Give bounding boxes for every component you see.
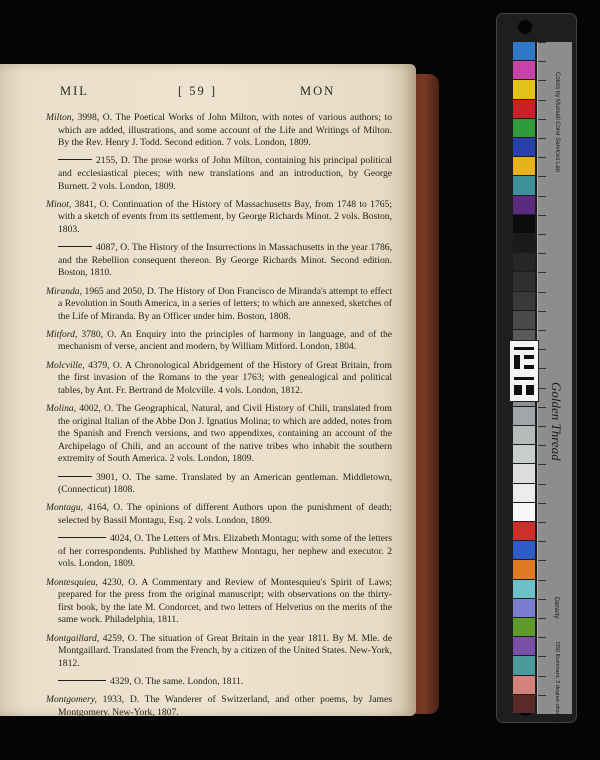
- scale-tick: [538, 580, 546, 581]
- running-head-left: MIL: [60, 84, 89, 98]
- color-swatch: [513, 464, 535, 482]
- entry-text: 4087, O. The History of the Insurrections in Massachusetts in the year 1786, and the Rebellion consequent thereon. By George Richards Minot. Second edition. Boston, 1810.: [58, 242, 392, 279]
- catalog-entry: [46, 676, 392, 689]
- entry-text: 4024, O. The Letters of Mrs. Elizabeth Montagu; with some of the letters of her correspondents. Published by Matthew Montagu, her nephew and executor. 2 vols. London, 1809.: [58, 533, 392, 570]
- catalog-entry: [46, 242, 392, 280]
- entry-text: 3998, O. The Poetical Works of John Milton, with notes of various authors; to which are added, illustrations, and some account of the Life and Writings of Milton. By the Rev. Henry J. Todd. Second edition. 7 vols. London, 1809.: [58, 112, 392, 149]
- color-swatch: [513, 119, 535, 137]
- entry-text: 1965 and 2050, D. The History of Don Francisco de Miranda's attempt to effect a Revolution in South America, in a series of letters; to which are annexed, sketches of the Life of Miranda. By an Officer under him. Boston, 1808.: [58, 285, 392, 322]
- entry-headword: Minot,: [46, 198, 72, 210]
- scale-tick: [538, 42, 546, 43]
- catalog-entry: [46, 286, 392, 324]
- color-swatch: [513, 503, 535, 521]
- running-head: [0, 84, 416, 104]
- brand-label: Golden Thread: [549, 382, 564, 461]
- scale-tick: [538, 61, 546, 62]
- color-swatch: [513, 80, 535, 98]
- scale-tick: [538, 349, 546, 350]
- color-swatch: [513, 42, 535, 60]
- scale-tick: [538, 253, 546, 254]
- color-swatch: [513, 618, 535, 636]
- entry-headword: Molcville,: [46, 359, 85, 371]
- entry-headword: Montagu,: [46, 502, 84, 514]
- scale-tick: [538, 484, 546, 485]
- illuminant-label: D50 Illuminant, 2 degree observer: [554, 642, 560, 725]
- color-swatch: [513, 484, 535, 502]
- color-swatch: [513, 234, 535, 252]
- scale-tick: [538, 445, 546, 446]
- scale-tick: [538, 119, 546, 120]
- entry-text: 3901, O. The same. Translated by an American gentleman. Middletown, (Connecticut) 1808.: [58, 471, 392, 496]
- catalog-entry: [46, 633, 392, 671]
- maker-label: Colors by Munsell Color Services Lab: [554, 72, 560, 173]
- color-swatch: [513, 599, 535, 617]
- catalog-entry: [46, 199, 392, 237]
- scale-tick: [538, 196, 546, 197]
- catalog-entry: [46, 533, 392, 571]
- color-swatch: [513, 541, 535, 559]
- scale-tick: [538, 80, 546, 81]
- book-page: [0, 64, 416, 716]
- color-swatch: [513, 176, 535, 194]
- color-swatch: [513, 311, 535, 329]
- page-number: [ 59 ]: [178, 84, 218, 98]
- scale-tick: [538, 292, 546, 293]
- scale-tick: [538, 272, 546, 273]
- entry-text: 3841, O. Continuation of the History of Massachusetts Bay, from 1748 to 1765; with a sketch of events from its settlement, by George Richards Minot. 2 vols. Boston, 1803.: [58, 198, 392, 235]
- color-swatch: [513, 695, 535, 713]
- color-swatch: [513, 407, 535, 425]
- entry-headword: Montgaillard,: [46, 632, 100, 644]
- entry-headword: Miranda,: [46, 285, 82, 297]
- entry-text: 4379, O. A Chronological Abridgement of the History of Great Britain, from the first invasion of the Romans to the year 1763; with genealogical and political tables, by Ant. Fr. Bertrand de Molcville. 4 vols. London, 1812.: [58, 359, 392, 396]
- color-swatch: [513, 522, 535, 540]
- color-swatch: [513, 157, 535, 175]
- ditto-dash: [58, 246, 92, 247]
- running-head-right: MON: [300, 84, 336, 98]
- color-swatch: [513, 61, 535, 79]
- color-swatch: [513, 292, 535, 310]
- catalog-entry: [46, 112, 392, 150]
- scale-tick: [538, 215, 546, 216]
- entry-headword: Montesquieu,: [46, 576, 98, 588]
- color-swatch: [513, 426, 535, 444]
- color-swatch: [513, 253, 535, 271]
- scale-tick: [538, 426, 546, 427]
- catalog-entry: [46, 472, 392, 497]
- catalog-entry: [46, 694, 392, 716]
- scale-tick: [538, 464, 546, 465]
- catalog-entry: [46, 502, 392, 527]
- catalog-entries: [46, 112, 392, 716]
- scale-tick: [538, 522, 546, 523]
- color-swatch: [513, 100, 535, 118]
- catalog-entry: [46, 577, 392, 627]
- entry-text: 4329, O. The same. London, 1811.: [110, 675, 244, 687]
- catalog-entry: [46, 329, 392, 354]
- entry-headword: Milton,: [46, 112, 74, 123]
- target-logo: [509, 340, 539, 402]
- scale-tick: [538, 157, 546, 158]
- scale-tick: [538, 618, 546, 619]
- scale-tick: [538, 637, 546, 638]
- entry-headword: Montgomery,: [46, 694, 97, 706]
- color-swatch: [513, 656, 535, 674]
- scale-tick: [538, 330, 546, 331]
- catalog-entry: [46, 360, 392, 398]
- scale-tick: [538, 407, 546, 408]
- catalog-entry: [46, 155, 392, 193]
- color-swatch: [513, 676, 535, 694]
- entry-text: 3780, O. An Enquiry into the principles of harmony in language, and of the mechanism of verse, ancient and modern, by William Mitford. London, 1804.: [58, 328, 392, 353]
- color-swatch: [513, 560, 535, 578]
- scale-tick: [538, 503, 546, 504]
- color-target-ruler: [497, 14, 576, 725]
- hanging-hole-top: [518, 20, 532, 34]
- ditto-dash: [58, 476, 92, 477]
- color-swatch: [513, 196, 535, 214]
- entry-text: 1933, D. The Wanderer of Switzerland, and other poems, by James Montgomery. New-York, 1807.: [58, 694, 392, 716]
- density-label: Density: [553, 597, 560, 619]
- density-scale-strip: [537, 42, 572, 725]
- color-swatch: [513, 580, 535, 598]
- entry-headword: Molina,: [46, 403, 77, 415]
- scale-tick: [538, 311, 546, 312]
- entry-headword: Mitford,: [46, 328, 78, 340]
- catalog-entry: [46, 403, 392, 466]
- entry-text: 4259, O. The situation of Great Britain in the year 1811. By M. Mle. de Montgaillard. Translated from the French, by a citizen of the United States. New-York, 1812.: [58, 632, 392, 669]
- scale-tick: [538, 560, 546, 561]
- color-swatch: [513, 272, 535, 290]
- scale-tick: [538, 138, 546, 139]
- ditto-dash: [58, 537, 106, 538]
- entry-text: 4164, O. The opinions of different Authors upon the punishment of death; selected by Bassil Montagu, Esq. 2 vols. London, 1809.: [58, 502, 392, 526]
- ditto-dash: [58, 680, 106, 681]
- entry-text: 4230, O. A Commentary and Review of Montesquieu's Spirit of Laws; prepared for the press from the original manuscript; with observations on the thirty-first book, by the late M. Condorcet, and two letters of Helvetius on the merits of the same work. Philadelphia, 1811.: [58, 576, 392, 626]
- ditto-dash: [58, 159, 92, 160]
- scale-tick: [538, 368, 546, 369]
- entry-text: 2155, D. The prose works of John Milton, containing his principal political and ecclesiastical pieces; with new translations and an introduction, by George Burnett. 2 vols. London, 1809.: [58, 155, 392, 192]
- scale-tick: [538, 541, 546, 542]
- scale-tick: [538, 599, 546, 600]
- color-swatch: [513, 138, 535, 156]
- scale-tick: [538, 676, 546, 677]
- entry-text: 4002, O. The Geographical, Natural, and Civil History of Chili, translated from the original Italian of the Abbe Don J. Ignatius Molina; to which are added, notes from the Spanish and French versions, and two appendixes, containing an account of the Archipelago of Chili, and an account of the native tribes who inhabit the southern extremity of South America. 2 vols. London, 1809.: [58, 403, 392, 465]
- color-swatch: [513, 215, 535, 233]
- scale-tick: [538, 234, 546, 235]
- scale-tick: [538, 695, 546, 696]
- color-swatch: [513, 445, 535, 463]
- color-swatch: [513, 637, 535, 655]
- scale-tick: [538, 176, 546, 177]
- scale-tick: [538, 100, 546, 101]
- scale-tick: [538, 388, 546, 389]
- scale-tick: [538, 656, 546, 657]
